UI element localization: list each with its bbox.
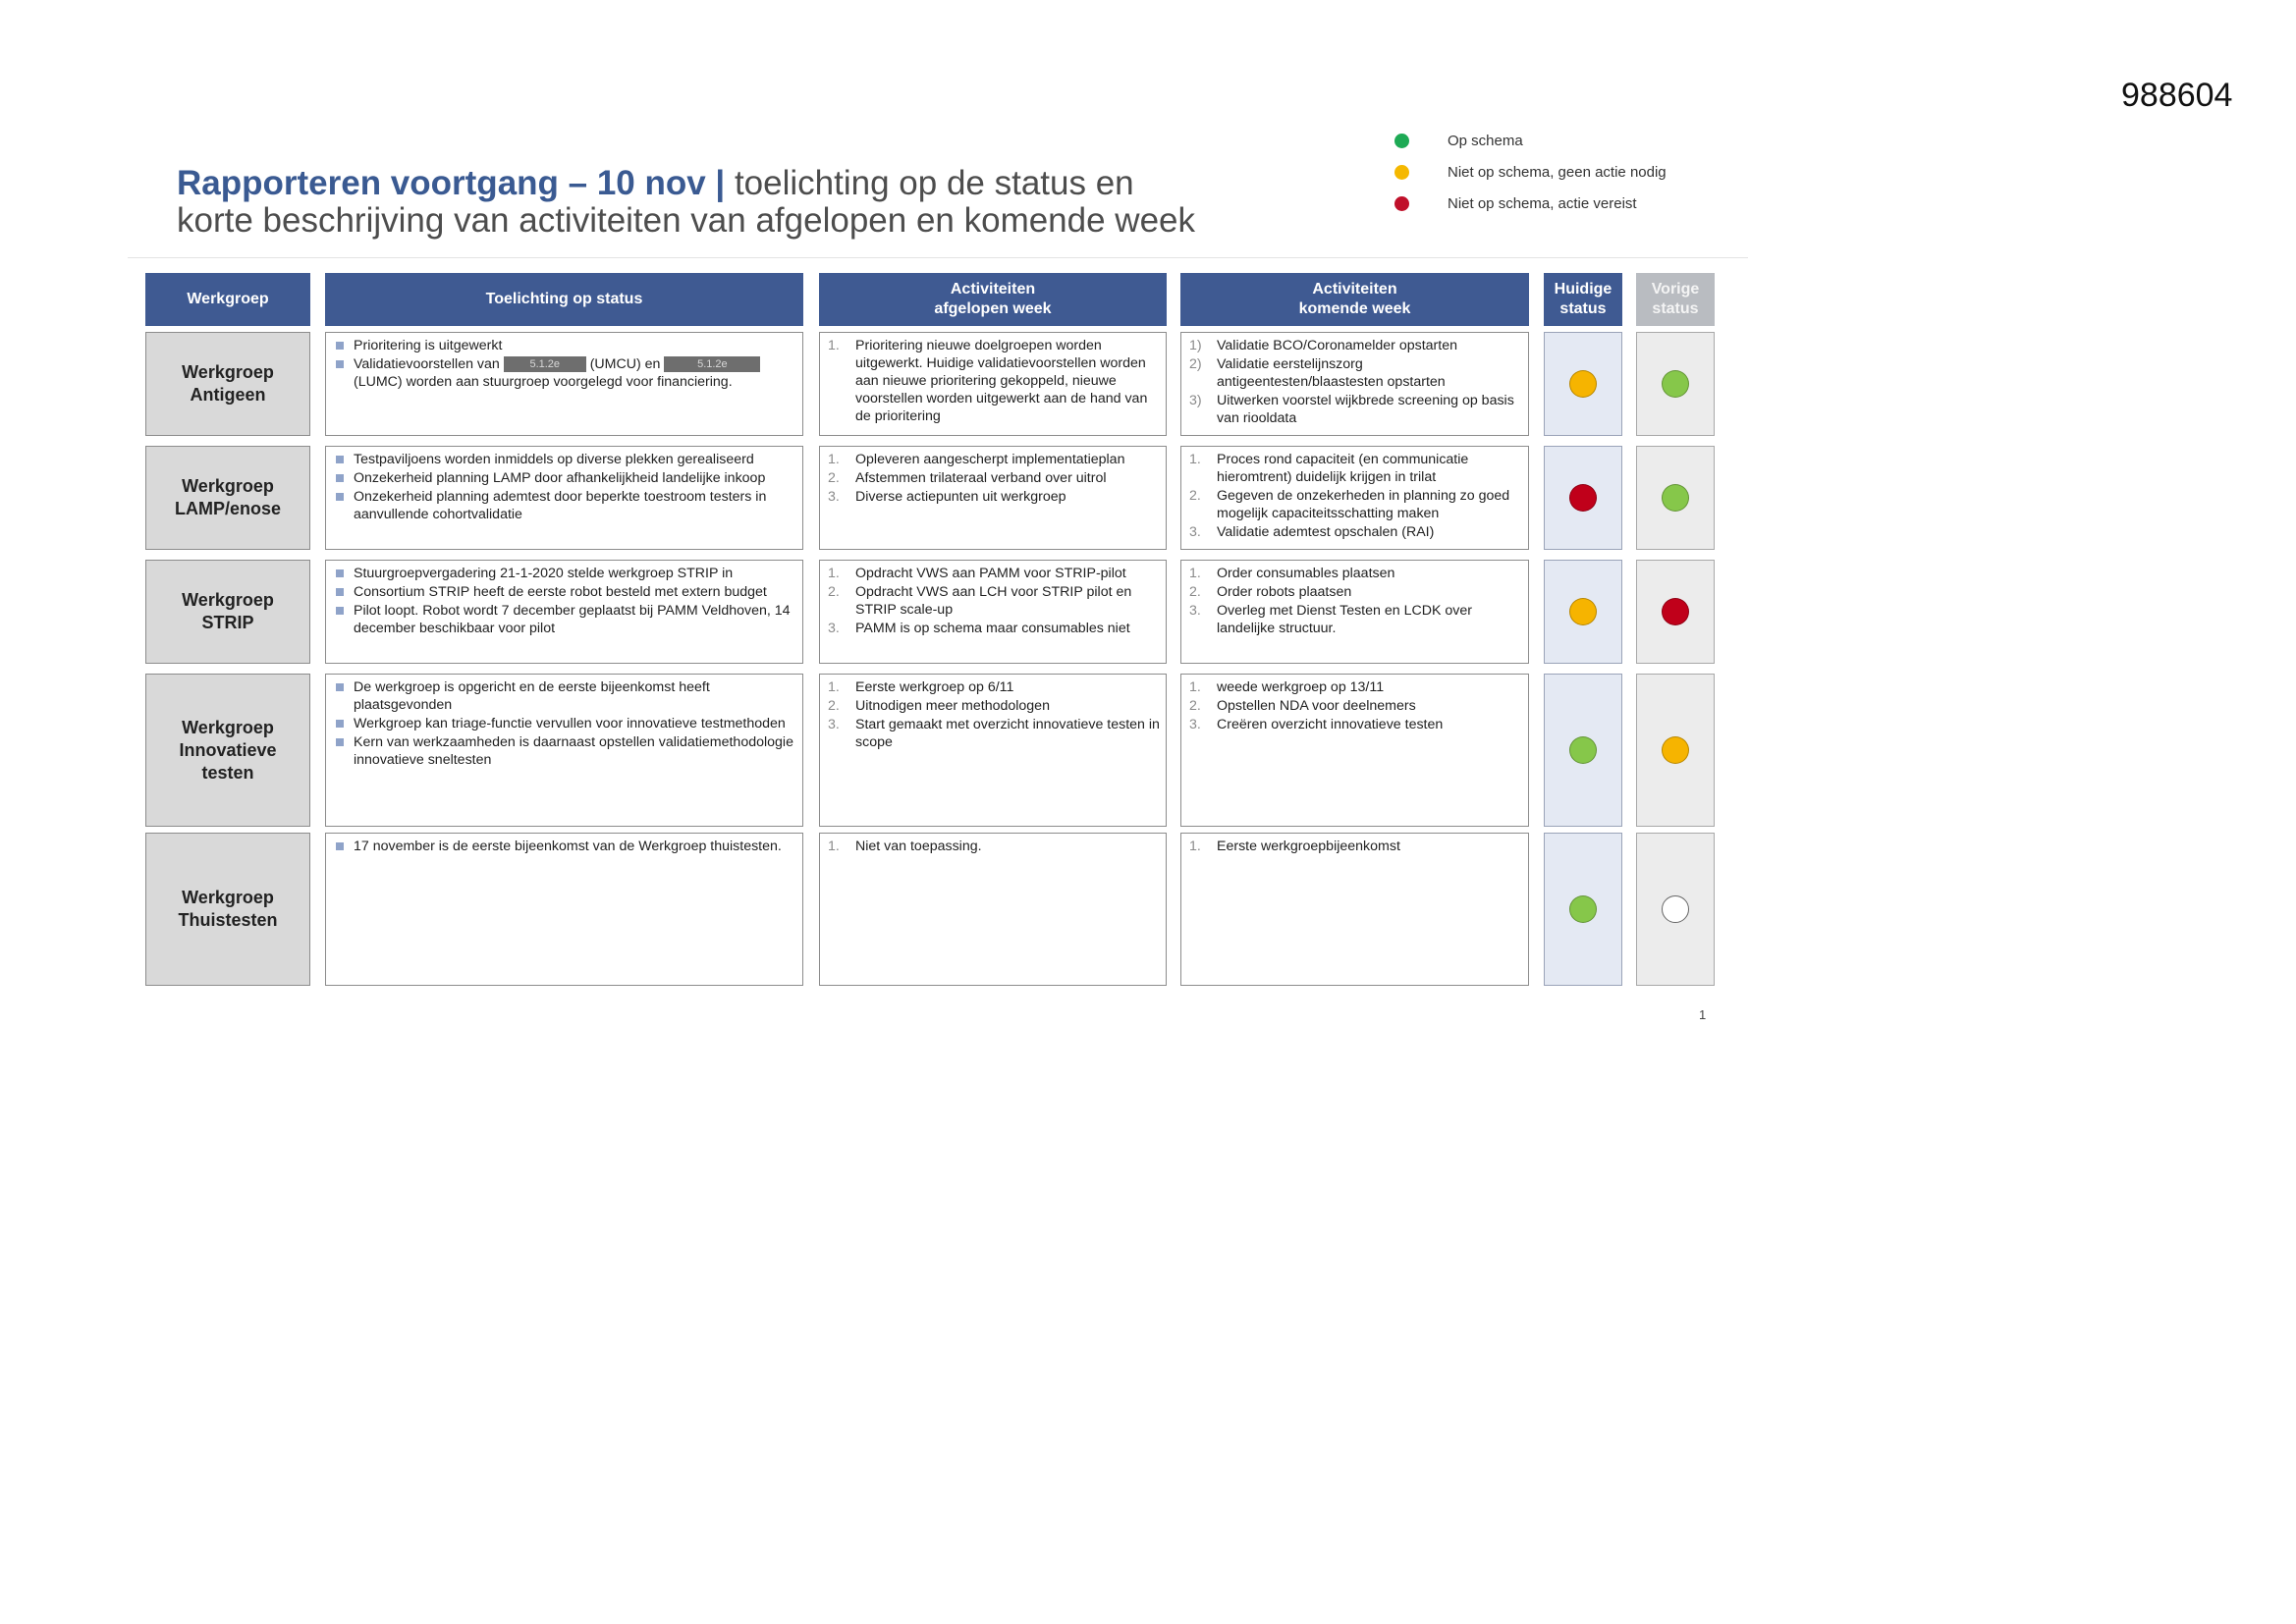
- item-number: 1.: [828, 566, 840, 581]
- toelichting-text: Testpaviljoens worden inmiddels op diverse plekken gerealiseerd: [354, 452, 754, 467]
- afgelopen-cell: [819, 446, 1167, 550]
- afgelopen-text: Opdracht VWS aan LCH voor STRIP pilot en STRIP scale-up: [855, 584, 1132, 618]
- item-number: 1): [1189, 338, 1202, 353]
- komende-text: Uitwerken voorstel wijkbrede screening op basis van riooldata: [1217, 393, 1514, 426]
- afgelopen-item: [826, 620, 1160, 637]
- item-number: 3.: [1189, 524, 1201, 540]
- item-number: 1.: [828, 679, 840, 695]
- table-row-antigeen: [145, 332, 1713, 436]
- toelichting-text: Onzekerheid planning ademtest door beperkte toestroom testers in aanvullende cohortvalidatie: [354, 489, 767, 522]
- item-number: 1.: [828, 452, 840, 467]
- header-komende-line1: Activiteiten: [1312, 281, 1397, 298]
- toelichting-text: Werkgroep kan triage-functie vervullen voor innovatieve testmethoden: [354, 716, 786, 731]
- header-huidige-line1: Huidige: [1554, 281, 1613, 298]
- toelichting-item: [332, 469, 796, 487]
- komende-cell: [1180, 332, 1529, 436]
- komende-text: Order robots plaatsen: [1217, 584, 1352, 600]
- toelichting-list: [326, 561, 802, 637]
- item-number: 2.: [828, 698, 840, 714]
- toelichting-item: [332, 451, 796, 468]
- werkgroep-name: [145, 560, 310, 664]
- red-status-dot-icon: [1394, 196, 1409, 211]
- afgelopen-cell: [819, 332, 1167, 436]
- afgelopen-item: [826, 451, 1160, 468]
- afgelopen-list: [820, 675, 1166, 751]
- werkgroep-name-line1: Werkgroep: [182, 717, 274, 737]
- komende-text: Eerste werkgroepbijeenkomst: [1217, 839, 1400, 854]
- orange-status-dot-icon: [1394, 165, 1409, 180]
- afgelopen-cell: [819, 560, 1167, 664]
- toelichting-text: Prioritering is uitgewerkt: [354, 338, 503, 353]
- item-number: 2): [1189, 356, 1202, 372]
- werkgroep-name-line1: Werkgroep: [182, 362, 274, 382]
- item-number: 1.: [1189, 839, 1201, 854]
- komende-list: [1181, 447, 1528, 541]
- komende-item: [1187, 583, 1522, 601]
- item-number: 3.: [828, 717, 840, 732]
- toelichting-item: [332, 355, 796, 391]
- werkgroep-name-line3: testen: [201, 762, 254, 783]
- toelichting-text: Validatievoorstellen van: [354, 356, 504, 372]
- green-status-dot-icon: [1394, 134, 1409, 148]
- afgelopen-text: Niet van toepassing.: [855, 839, 982, 854]
- komende-text: Order consumables plaatsen: [1217, 566, 1395, 581]
- komende-item: [1187, 697, 1522, 715]
- vorige-status-dot-icon: [1662, 895, 1689, 923]
- item-number: 1.: [828, 338, 840, 353]
- afgelopen-item: [826, 678, 1160, 696]
- slide: [128, 116, 1748, 1039]
- item-number: 2.: [1189, 488, 1201, 504]
- komende-text: Gegeven de onzekerheden in planning zo goed mogelijk capaciteitsschatting maken: [1217, 488, 1510, 521]
- komende-item: [1187, 523, 1522, 541]
- toelichting-item: [332, 583, 796, 601]
- werkgroep-name-line2: Innovatieve: [179, 739, 277, 760]
- werkgroep-name-line1: Werkgroep: [182, 888, 274, 907]
- komende-item: [1187, 487, 1522, 522]
- title-rest-line2: korte beschrijving van activiteiten van afgelopen en komende week: [177, 201, 1196, 240]
- table-row-innovatieve-testen: [145, 674, 1713, 827]
- toelichting-item: [332, 838, 796, 855]
- vorige-status-dot-icon: [1662, 736, 1689, 764]
- komende-cell: [1180, 446, 1529, 550]
- item-number: 3.: [828, 621, 840, 636]
- vorige-status-cell: [1636, 674, 1715, 827]
- afgelopen-item: [826, 716, 1160, 751]
- toelichting-item: [332, 565, 796, 582]
- komende-list: [1181, 561, 1528, 637]
- afgelopen-item: [826, 697, 1160, 715]
- afgelopen-item: [826, 469, 1160, 487]
- werkgroep-name: [145, 833, 310, 986]
- toelichting-cell: [325, 446, 803, 550]
- vorige-status-cell: [1636, 833, 1715, 986]
- legend-label: Op schema: [1448, 133, 1523, 149]
- toelichting-list: [326, 834, 802, 855]
- werkgroep-name-line2: STRIP: [201, 613, 254, 632]
- legend-label: Niet op schema, actie vereist: [1448, 195, 1637, 212]
- header-afgelopen-week: [819, 273, 1167, 326]
- toelichting-text: Onzekerheid planning LAMP door afhankelijkheid landelijke inkoop: [354, 470, 766, 486]
- header-vorige-status: [1636, 273, 1715, 326]
- header-afgelopen-line1: Activiteiten: [950, 281, 1036, 298]
- afgelopen-text: Eerste werkgroep op 6/11: [855, 679, 1014, 695]
- toelichting-text: (LUMC) worden aan stuurgroep voorgelegd voor financiering.: [354, 374, 733, 390]
- afgelopen-text: Opleveren aangescherpt implementatieplan: [855, 452, 1125, 467]
- komende-list: [1181, 834, 1528, 855]
- item-number: 2.: [828, 470, 840, 486]
- komende-item: [1187, 355, 1522, 391]
- komende-text: weede werkgroep op 13/11: [1217, 679, 1385, 695]
- header-komende-line2: komende week: [1298, 300, 1411, 317]
- komende-item: [1187, 838, 1522, 855]
- afgelopen-item: [826, 565, 1160, 582]
- header-komende-week: [1180, 273, 1529, 326]
- afgelopen-item: [826, 337, 1160, 425]
- werkgroep-name: [145, 332, 310, 436]
- afgelopen-text: Start gemaakt met overzicht innovatieve testen in scope: [855, 717, 1160, 750]
- toelichting-item: [332, 715, 796, 732]
- header-huidige-line2: status: [1559, 300, 1607, 317]
- huidige-status-cell: [1544, 446, 1622, 550]
- header-werkgroep: Werkgroep: [145, 273, 310, 326]
- title-divider: [128, 257, 1748, 258]
- item-number: 1.: [1189, 566, 1201, 581]
- komende-item: [1187, 451, 1522, 486]
- item-number: 1.: [1189, 679, 1201, 695]
- page-number: 1: [1699, 1007, 1707, 1022]
- toelichting-item: [332, 602, 796, 637]
- afgelopen-list: [820, 834, 1166, 855]
- toelichting-item: [332, 488, 796, 523]
- afgelopen-cell: [819, 674, 1167, 827]
- komende-item: [1187, 716, 1522, 733]
- header-vorige-line2: status: [1652, 300, 1699, 317]
- komende-item: [1187, 602, 1522, 637]
- werkgroep-name: [145, 446, 310, 550]
- komende-item: [1187, 565, 1522, 582]
- afgelopen-text: Prioritering nieuwe doelgroepen worden uitgewerkt. Huidige validatievoorstellen worden aan nieuwe prioritering gekoppeld, nieuwe voorstellen worden uitgewerkt aan de hand van de prioritering: [855, 338, 1148, 424]
- item-number: 2.: [828, 584, 840, 600]
- redaction-box: 5.1.2e: [664, 356, 760, 372]
- header-huidige-status: [1544, 273, 1622, 326]
- komende-item: [1187, 678, 1522, 696]
- item-number: 3.: [1189, 603, 1201, 619]
- komende-text: Opstellen NDA voor deelnemers: [1217, 698, 1416, 714]
- huidige-status-dot-icon: [1569, 484, 1597, 512]
- afgelopen-text: Afstemmen trilateraal verband over uitrol: [855, 470, 1107, 486]
- werkgroep-name-line1: Werkgroep: [182, 476, 274, 496]
- redaction-box: 5.1.2e: [504, 356, 586, 372]
- komende-cell: [1180, 674, 1529, 827]
- item-number: 2.: [1189, 698, 1201, 714]
- table-row-lamp-enose: [145, 446, 1713, 550]
- komende-text: Validatie ademtest opschalen (RAI): [1217, 524, 1435, 540]
- toelichting-item: [332, 337, 796, 354]
- huidige-status-dot-icon: [1569, 370, 1597, 398]
- slide-title: [177, 165, 1453, 240]
- toelichting-cell: [325, 674, 803, 827]
- afgelopen-text: PAMM is op schema maar consumables niet: [855, 621, 1130, 636]
- header-vorige-line1: Vorige: [1651, 281, 1700, 298]
- toelichting-text: (UMCU) en: [585, 356, 665, 372]
- huidige-status-dot-icon: [1569, 736, 1597, 764]
- item-number: 2.: [1189, 584, 1201, 600]
- vorige-status-dot-icon: [1662, 484, 1689, 512]
- werkgroep-name-line2: LAMP/enose: [174, 499, 282, 518]
- vorige-status-cell: [1636, 560, 1715, 664]
- table-row-strip: [145, 560, 1713, 664]
- document-id: 988604: [2121, 77, 2233, 114]
- afgelopen-list: [820, 333, 1166, 425]
- toelichting-list: [326, 675, 802, 769]
- header-afgelopen-line2: afgelopen week: [934, 300, 1052, 317]
- item-number: 1.: [1189, 452, 1201, 467]
- table-header: [145, 273, 1713, 326]
- afgelopen-item: [826, 488, 1160, 506]
- toelichting-text: 17 november is de eerste bijeenkomst van de Werkgroep thuistesten.: [354, 839, 782, 854]
- toelichting-text: Stuurgroepvergadering 21-1-2020 stelde werkgroep STRIP in: [354, 566, 734, 581]
- huidige-status-cell: [1544, 674, 1622, 827]
- huidige-status-cell: [1544, 332, 1622, 436]
- afgelopen-item: [826, 583, 1160, 619]
- afgelopen-cell: [819, 833, 1167, 986]
- toelichting-item: [332, 733, 796, 769]
- item-number: 3.: [1189, 717, 1201, 732]
- komende-cell: [1180, 560, 1529, 664]
- afgelopen-text: Uitnodigen meer methodologen: [855, 698, 1050, 714]
- vorige-status-dot-icon: [1662, 598, 1689, 625]
- toelichting-list: [326, 447, 802, 523]
- komende-text: Overleg met Dienst Testen en LCDK over landelijke structuur.: [1217, 603, 1472, 636]
- title-rest-line1: toelichting op de status en: [725, 164, 1134, 202]
- komende-text: Creëren overzicht innovatieve testen: [1217, 717, 1444, 732]
- vorige-status-cell: [1636, 332, 1715, 436]
- title-bold: Rapporteren voortgang – 10 nov |: [177, 164, 726, 202]
- huidige-status-cell: [1544, 833, 1622, 986]
- toelichting-cell: [325, 332, 803, 436]
- item-number: 3): [1189, 393, 1202, 408]
- afgelopen-item: [826, 838, 1160, 855]
- werkgroep-name-line2: Thuistesten: [178, 910, 278, 930]
- toelichting-cell: [325, 560, 803, 664]
- toelichting-text: De werkgroep is opgericht en de eerste bijeenkomst heeft plaatsgevonden: [354, 679, 710, 713]
- vorige-status-cell: [1636, 446, 1715, 550]
- komende-list: [1181, 675, 1528, 733]
- komende-text: Validatie eerstelijnszorg antigeentesten/blaastesten opstarten: [1217, 356, 1446, 390]
- afgelopen-text: Diverse actiepunten uit werkgroep: [855, 489, 1066, 505]
- afgelopen-text: Opdracht VWS aan PAMM voor STRIP-pilot: [855, 566, 1126, 581]
- komende-text: Proces rond capaciteit (en communicatie hieromtrent) duidelijk krijgen in trilat: [1217, 452, 1469, 485]
- werkgroep-name-line1: Werkgroep: [182, 590, 274, 610]
- toelichting-cell: [325, 833, 803, 986]
- komende-item: [1187, 337, 1522, 354]
- komende-list: [1181, 333, 1528, 427]
- table-row-thuistesten: [145, 833, 1713, 986]
- huidige-status-dot-icon: [1569, 598, 1597, 625]
- afgelopen-list: [820, 561, 1166, 637]
- legend-label: Niet op schema, geen actie nodig: [1448, 164, 1667, 181]
- komende-cell: [1180, 833, 1529, 986]
- komende-item: [1187, 392, 1522, 427]
- komende-text: Validatie BCO/Coronamelder opstarten: [1217, 338, 1457, 353]
- huidige-status-dot-icon: [1569, 895, 1597, 923]
- afgelopen-list: [820, 447, 1166, 506]
- werkgroep-name-line2: Antigeen: [190, 385, 266, 405]
- toelichting-text: Kern van werkzaamheden is daarnaast opstellen validatiemethodologie innovatieve sneltesten: [354, 734, 793, 768]
- huidige-status-cell: [1544, 560, 1622, 664]
- toelichting-text: Consortium STRIP heeft de eerste robot besteld met extern budget: [354, 584, 767, 600]
- item-number: 3.: [828, 489, 840, 505]
- toelichting-list: [326, 333, 802, 391]
- werkgroep-name: [145, 674, 310, 827]
- header-toelichting: Toelichting op status: [325, 273, 803, 326]
- toelichting-text: Pilot loopt. Robot wordt 7 december geplaatst bij PAMM Veldhoven, 14 december beschikbaar voor pilot: [354, 603, 791, 636]
- toelichting-item: [332, 678, 796, 714]
- vorige-status-dot-icon: [1662, 370, 1689, 398]
- item-number: 1.: [828, 839, 840, 854]
